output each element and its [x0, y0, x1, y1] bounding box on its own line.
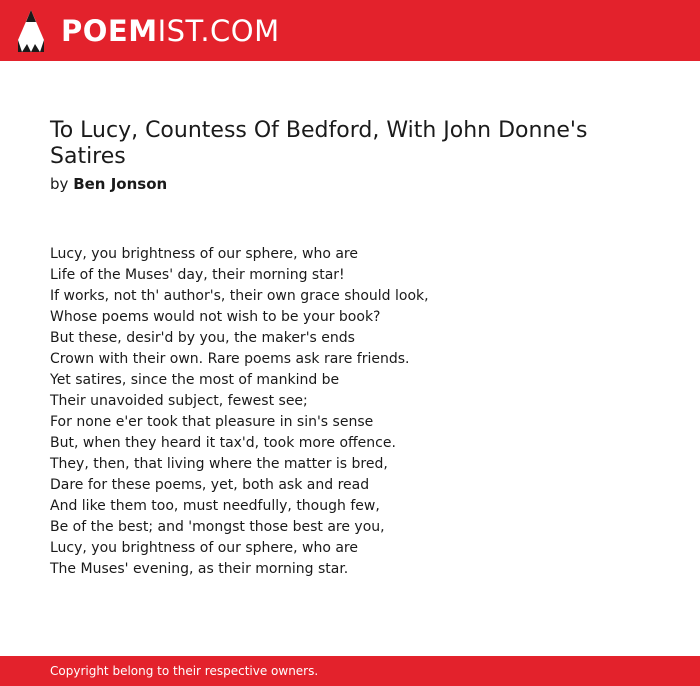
poem-author[interactable]: Ben Jonson — [73, 175, 168, 193]
logo-text-light: IST.COM — [157, 14, 280, 48]
copyright-notice: Copyright belong to their respective owners. — [50, 664, 319, 678]
poem-line: They, then, that living where the matter is bred, — [50, 456, 388, 472]
poem-title: To Lucy, Countess Of Bedford, With John Donne's Satires — [50, 118, 588, 169]
poem-line: For none e'er took that pleasure in sin's sense — [50, 414, 374, 430]
poem-byline — [50, 174, 167, 194]
logo-text-bold: POEM — [61, 14, 158, 48]
poem-line: Whose poems would not wish to be your book? — [50, 309, 381, 325]
logo-wordmark — [61, 10, 280, 52]
pencil-icon — [18, 10, 44, 52]
poem-line: Lucy, you brightness of our sphere, who are — [50, 246, 358, 262]
site-footer — [0, 656, 700, 686]
poem-line: Dare for these poems, yet, both ask and read — [50, 477, 370, 493]
poem-line: But these, desir'd by you, the maker's ends — [50, 330, 355, 346]
poem-line: But, when they heard it tax'd, took more offence. — [50, 435, 396, 451]
poem-line: Yet satires, since the most of mankind be — [50, 372, 340, 388]
poem-line: If works, not th' author's, their own grace should look, — [50, 288, 429, 304]
poem-line: And like them too, must needfully, though few, — [50, 498, 380, 514]
poem-line: The Muses' evening, as their morning star. — [50, 561, 349, 577]
by-label: by — [50, 175, 69, 193]
site-logo[interactable] — [18, 10, 280, 52]
poem-body — [50, 244, 429, 580]
poem-line: Lucy, you brightness of our sphere, who are — [50, 540, 358, 556]
site-header — [0, 0, 700, 61]
poem-line: Their unavoided subject, fewest see; — [50, 393, 308, 409]
poem-line: Crown with their own. Rare poems ask rare friends. — [50, 351, 410, 367]
poem-line: Life of the Muses' day, their morning star! — [50, 267, 345, 283]
poem-line: Be of the best; and 'mongst those best are you, — [50, 519, 385, 535]
